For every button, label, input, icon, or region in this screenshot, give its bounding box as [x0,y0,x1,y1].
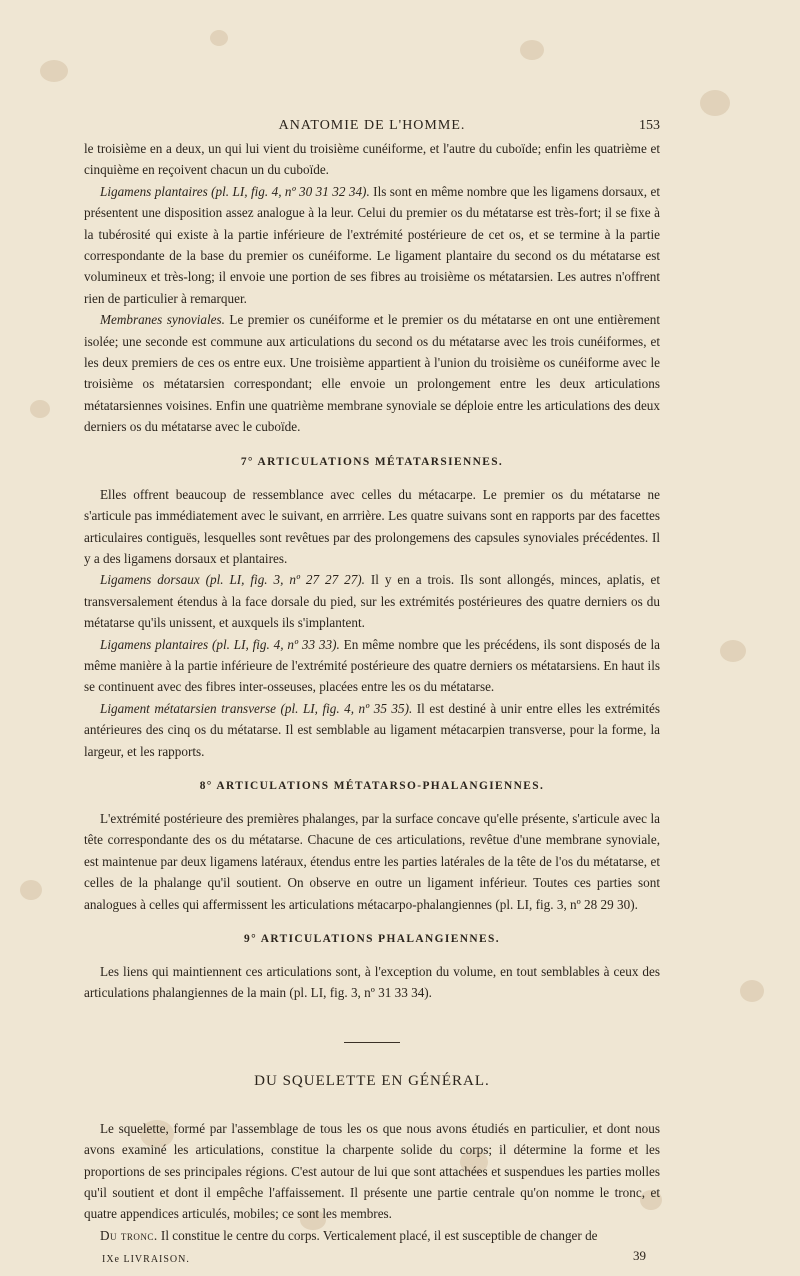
signature-mark: IXe LIVRAISON. [102,1254,190,1266]
foxing-stain [740,980,764,1002]
paragraph-lead: Ligament métatarsien transverse (pl. LI, fig. 4, nº 35 35). [100,700,413,716]
paragraph-text: Il y en a trois. Ils sont allongés, minces, aplatis, et transversalement étendus à la face dorsale du pied, sur les extrémités postérieures des quatre derniers os du métatarse qu'ils unissent, et auxquels ils s'implantent. [84,572,660,631]
foxing-stain [520,40,544,60]
paragraph [84,138,660,181]
paragraph [84,1225,660,1246]
foxing-stain [210,30,228,46]
paragraph [84,808,660,915]
foxing-stain [700,90,730,116]
running-title: ANATOMIE DE L'HOMME. [278,118,466,133]
paragraph-lead: Du tronc. [100,1227,158,1243]
paragraph [84,961,660,1004]
page-footer [84,1248,660,1276]
foxing-stain [720,640,746,662]
paragraph [84,1118,660,1225]
paragraph-lead: Ligamens dorsaux (pl. LI, fig. 3, nº 27 27 27). [100,572,365,588]
paragraph-text: Elles offrent beaucoup de ressemblance avec celles du métacarpe. Le premier os du métatarse ne s'articule pas immédiatement avec le suivant, en arrrière. Les quatre suivans sont en rapports par des facettes articulaires contiguës, lesquelles sont revêtues par des prolongemens des capsules synoviales précédentes. Il y a des ligamens dorsaux et plantaires. [84,486,660,566]
chapter-title: DU SQUELETTE EN GÉNÉRAL. [254,1072,490,1089]
page-text-block [84,112,660,1276]
paragraph-text: Le squelette, formé par l'assemblage de tous les os que nous avons étudiés en particulier, et dont nous avons examiné les articulations, constitue la charpente solide du corps; il détermine la forme et les proportions de ses principales régions. C'est autour de lui que sont attachées et suspendues les parties molles qu'il soutient et dont il empêche l'affaissement. Il présente une partie centrale qu'on nomme le tronc, et quatre appendices articulés, mobiles; ce sont les membres. [84,1120,660,1222]
sheet-number: 39 [633,1248,646,1264]
paragraph-text: Les liens qui maintiennent ces articulations sont, à l'exception du volume, en tout semblables à ceux des articulations phalangiennes de la main (pl. LI, fig. 3, nº 31 33 34). [84,964,660,1001]
paragraph [84,484,660,570]
paragraph [84,698,660,762]
paragraph-lead: Ligamens plantaires (pl. LI, fig. 4, nº 33 33). [100,636,340,652]
section-heading: 9° ARTICULATIONS PHALANGIENNES. [244,933,500,945]
paragraph-text: le troisième en a deux, un qui lui vient du troisième cunéiforme, et l'autre du cuboïde; enfin les quatrième et cinquième en reçoivent chacun un du cuboïde. [84,141,660,178]
page-number: 153 [639,118,660,133]
paragraph [84,569,660,633]
section-heading: 7° ARTICULATIONS MÉTATARSIENNES. [240,455,504,468]
paragraph-text: Ils sont en même nombre que les ligamens dorsaux, et présentent une disposition assez analogue à la leur. Celui du premier os du métatarse est très-fort; il se fixe à la tubérosité qui existe à la partie inférieure de l'extrémité postérieure de cet os, et se termine à la partie correspondante de la base du premier os cunéiforme. Le ligament plantaire du second os du métatarse est volumineux et très-long; il envoie une portion de ses fibres au troisième os métatarsien. Les autres n'offrent rien de particulier à remarquer. [84,183,660,306]
running-head [84,112,660,138]
section-divider [344,1042,400,1043]
foxing-stain [20,880,42,900]
paragraph [84,634,660,698]
foxing-stain [40,60,68,82]
section-heading: 8° ARTICULATIONS MÉTATARSO-PHALANGIENNES. [199,779,545,792]
paragraph-text: Le premier os cunéiforme et le premier os du métatarse en ont une entièrement isolée; une seconde est commune aux articulations du second os du métatarse avec les trois cunéiformes, et les deux premiers de ces os entre eux. Une troisième appartient à l'union du troisième os cunéiforme avec le troisième os métatarsien correspondant; elle envoie un prolongement entre les deux articulations métatarsiennes voisines. Enfin une quatrième membrane synoviale se déploie entre les articulations des deux derniers os du métatarse avec le cuboïde. [84,312,660,435]
paragraph-lead: Membranes synoviales. [100,312,225,328]
paragraph [84,309,660,437]
paragraph-text: Il constitue le centre du corps. Verticalement placé, il est susceptible de changer de [157,1227,598,1243]
foxing-stain [30,400,50,418]
paragraph [84,181,660,309]
paragraph-text: L'extrémité postérieure des premières phalanges, par la surface concave qu'elle présente, s'articule avec la tête correspondante des os du métatarse. Chacune de ces articulations, revêtue d'une membrane synoviale, est maintenue par deux ligamens latéraux, étendus entre les parties latérales de la tête de l'os du métatarse, et celles de la phalange qu'il soutient. On observe en outre un ligament inférieur. Toutes ces parties sont analogues à celles qui affermissent les articulations métacarpo-phalangiennes (pl. LI, fig. 3, nº 28 29 30). [84,810,660,912]
paragraph-text: Il est destiné à unir entre elles les extrémités antérieures des cinq os du métatarse. Il est semblable au ligament métacarpien transverse, pour la forme, la largeur, et les rapports. [84,700,660,759]
paragraph-text: En même nombre que les précédens, ils sont disposés de la même manière à la partie inférieure de l'extrémité postérieure des quatre derniers os métatarsiens. En haut ils se continuent avec des fibres inter-osseuses, placées entre les os du métatarse. [84,636,660,695]
paragraph-lead: Ligamens plantaires (pl. LI, fig. 4, nº 30 31 32 34). [100,183,370,199]
